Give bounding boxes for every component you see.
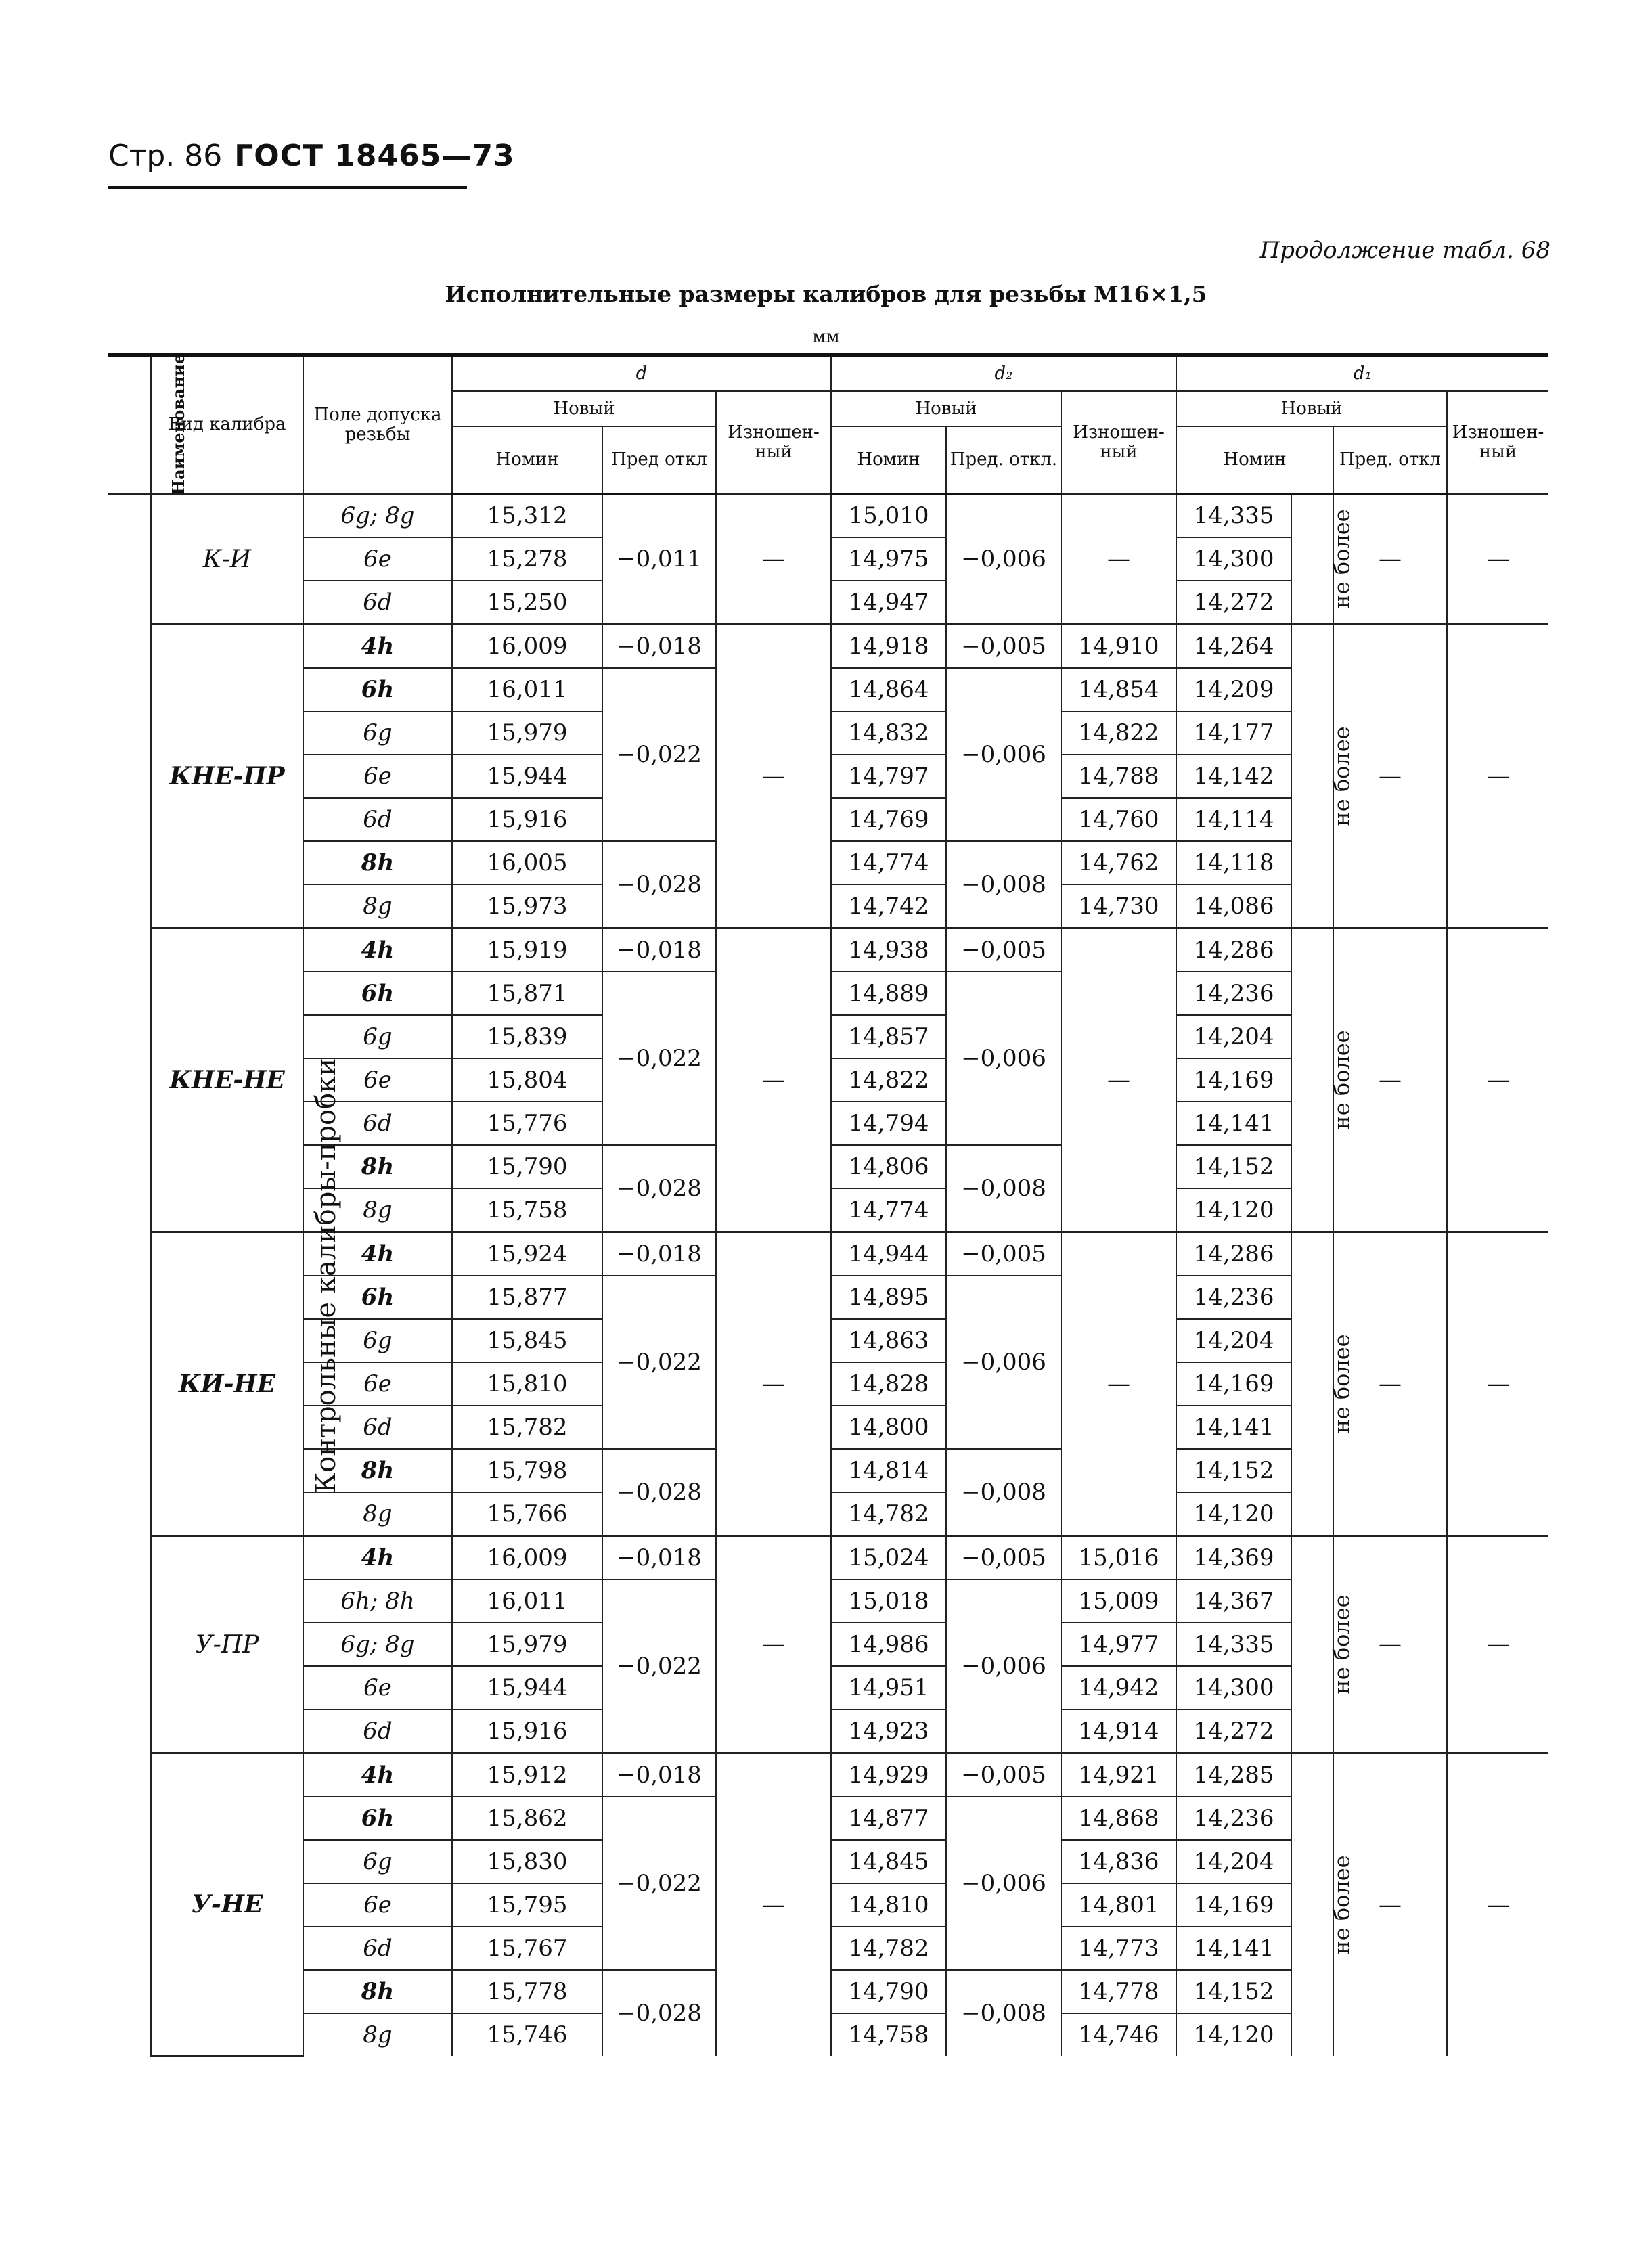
d2-nominal: 14,845: [831, 1840, 946, 1883]
d1-nominal: 14,367: [1176, 1579, 1291, 1623]
d1-deviation: —: [1333, 1753, 1447, 2057]
category-label: Контрольные калибры-пробки: [108, 494, 151, 2057]
tolerance-field: 8h: [303, 1145, 452, 1188]
d1-header: d₁: [1176, 355, 1548, 392]
d1-nominal: 14,236: [1176, 1797, 1291, 1840]
d2-nominal: 14,986: [831, 1623, 946, 1666]
d2-worn: 15,009: [1061, 1579, 1176, 1623]
d2-worn: 14,801: [1061, 1883, 1176, 1927]
d2-nominal: 14,742: [831, 884, 946, 928]
tolerance-header: Поле допуска резьбы: [303, 355, 452, 494]
d-nominal: 16,005: [452, 841, 602, 884]
tolerance-field: 8g: [303, 1188, 452, 1232]
d-nominal: 15,944: [452, 1666, 602, 1709]
tolerance-field: 8h: [303, 841, 452, 884]
tolerance-field: 6g: [303, 1319, 452, 1362]
d-nominal: 16,009: [452, 1536, 602, 1580]
d2-nominal: 14,918: [831, 625, 946, 669]
tolerance-field: 6d: [303, 1102, 452, 1145]
d-nominal: 15,778: [452, 1970, 602, 2013]
d-nominal: 15,862: [452, 1797, 602, 1840]
d2-worn: 15,016: [1061, 1536, 1176, 1580]
d-nominal: 15,919: [452, 928, 602, 972]
d-nominal: 15,973: [452, 884, 602, 928]
d1-deviation: —: [1333, 1536, 1447, 1753]
d2-worn: 14,760: [1061, 798, 1176, 841]
d-nominal: 15,776: [452, 1102, 602, 1145]
d2-nominal: 15,010: [831, 494, 946, 538]
d-worn: —: [716, 625, 831, 928]
d-nominal: 15,944: [452, 755, 602, 798]
d2-nominal: 14,782: [831, 1927, 946, 1970]
d1-nominal: 14,300: [1176, 537, 1291, 581]
tolerance-field: 6h: [303, 1276, 452, 1319]
d-nominal: 15,810: [452, 1362, 602, 1406]
d1-nominal: 14,141: [1176, 1406, 1291, 1449]
d1-nominal: 14,120: [1176, 1492, 1291, 1536]
not-more-note: не более: [1291, 494, 1333, 625]
d-nominal: 15,839: [452, 1015, 602, 1058]
d2-worn: 14,788: [1061, 755, 1176, 798]
d2-nominal: 14,938: [831, 928, 946, 972]
tolerance-field: 4h: [303, 625, 452, 669]
d2-deviation: −0,006: [946, 1276, 1061, 1449]
d1-nominal: 14,335: [1176, 1623, 1291, 1666]
d1-worn: —: [1447, 1232, 1548, 1536]
not-more-note: не более: [1291, 625, 1333, 928]
d-deviation: −0,018: [602, 1232, 716, 1276]
d2-worn: 14,942: [1061, 1666, 1176, 1709]
d1-nominal: 14,236: [1176, 1276, 1291, 1319]
d1-nominal: 14,152: [1176, 1449, 1291, 1492]
tolerance-field: 6g; 8g: [303, 1623, 452, 1666]
tolerance-field: 6g: [303, 1015, 452, 1058]
d2-nominal: 14,774: [831, 841, 946, 884]
d-nominal: 16,009: [452, 625, 602, 669]
d2-nominal: 14,832: [831, 711, 946, 755]
d-nominal: 16,011: [452, 668, 602, 711]
d2-nominal: 14,863: [831, 1319, 946, 1362]
d2-nominal: 14,769: [831, 798, 946, 841]
d1-nominal-header: Номин: [1176, 426, 1333, 494]
tolerance-field: 4h: [303, 1232, 452, 1276]
d2-nominal: 15,018: [831, 1579, 946, 1623]
gauge-kind: КНЕ-ПР: [151, 625, 303, 928]
gauge-kind: К-И: [151, 494, 303, 625]
d1-nominal: 14,204: [1176, 1840, 1291, 1883]
d2-nominal: 14,889: [831, 972, 946, 1015]
d1-nominal: 14,204: [1176, 1319, 1291, 1362]
standard-number: ГОСТ 18465—73: [234, 139, 515, 173]
d-nominal: 15,830: [452, 1840, 602, 1883]
d2-nominal: 14,758: [831, 2013, 946, 2056]
tolerance-field: 6d: [303, 1709, 452, 1753]
d2-nominal: 14,895: [831, 1276, 946, 1319]
d-nominal: 15,795: [452, 1883, 602, 1927]
d2-deviation: −0,008: [946, 1449, 1061, 1536]
d-nominal: 15,782: [452, 1406, 602, 1449]
d-deviation: −0,018: [602, 625, 716, 669]
page-number: Стр. 86: [108, 139, 223, 173]
d1-nominal: 14,209: [1176, 668, 1291, 711]
d-deviation: −0,028: [602, 1145, 716, 1232]
d-deviation: −0,018: [602, 1536, 716, 1580]
d2-deviation: −0,006: [946, 1579, 1061, 1753]
d-nominal: 15,312: [452, 494, 602, 538]
d2-worn: 14,868: [1061, 1797, 1176, 1840]
d1-deviation: —: [1333, 625, 1447, 928]
d2-nominal: 14,923: [831, 1709, 946, 1753]
d2-worn: 14,914: [1061, 1709, 1176, 1753]
d1-worn: —: [1447, 1753, 1548, 2057]
d2-deviation: −0,005: [946, 928, 1061, 972]
tolerance-field: 8h: [303, 1449, 452, 1492]
d2-nominal: 14,828: [831, 1362, 946, 1406]
d2-nominal: 14,947: [831, 581, 946, 625]
gauge-kind: У-ПР: [151, 1536, 303, 1753]
tolerance-field: 6e: [303, 1666, 452, 1709]
tolerance-field: 6h: [303, 668, 452, 711]
gauge-table: [108, 353, 1548, 2057]
tolerance-field: 8h: [303, 1970, 452, 2013]
tolerance-field: 6e: [303, 1058, 452, 1102]
d2-worn: 14,762: [1061, 841, 1176, 884]
header-rule: [108, 186, 467, 189]
d2-nominal: 14,810: [831, 1883, 946, 1927]
d-nominal: 15,979: [452, 711, 602, 755]
d-header: d: [452, 355, 831, 392]
d2-nominal: 14,929: [831, 1753, 946, 1797]
d2-worn: 14,977: [1061, 1623, 1176, 1666]
d1-nominal: 14,335: [1176, 494, 1291, 538]
d-nominal: 15,758: [452, 1188, 602, 1232]
d2-deviation: −0,008: [946, 841, 1061, 928]
d-deviation: −0,022: [602, 668, 716, 841]
d-nominal: 15,250: [452, 581, 602, 625]
gauge-kind: КИ-НЕ: [151, 1232, 303, 1536]
gauge-kind: КНЕ-НЕ: [151, 928, 303, 1232]
d1-nominal: 14,177: [1176, 711, 1291, 755]
d1-nominal: 14,141: [1176, 1927, 1291, 1970]
d-deviation: −0,022: [602, 1797, 716, 1970]
tolerance-field: 6e: [303, 755, 452, 798]
d1-nominal: 14,169: [1176, 1362, 1291, 1406]
tolerance-field: 6d: [303, 1927, 452, 1970]
d2-deviation: −0,008: [946, 1145, 1061, 1232]
d-nominal: 15,798: [452, 1449, 602, 1492]
not-more-note: не более: [1291, 1232, 1333, 1536]
d2-deviation: −0,005: [946, 1753, 1061, 1797]
d-nominal: 15,790: [452, 1145, 602, 1188]
d1-nominal: 14,152: [1176, 1145, 1291, 1188]
gauge-kind: У-НЕ: [151, 1753, 303, 2057]
d-new-header: Новый: [452, 391, 716, 426]
d2-nominal: 14,877: [831, 1797, 946, 1840]
not-more-note: не более: [1291, 1753, 1333, 2057]
d-deviation: −0,028: [602, 1449, 716, 1536]
d-nominal: 15,746: [452, 2013, 602, 2056]
d2-nominal-header: Номин: [831, 426, 946, 494]
d2-worn: 14,921: [1061, 1753, 1176, 1797]
d-nominal: 15,804: [452, 1058, 602, 1102]
d-deviation: −0,011: [602, 494, 716, 625]
table-body: [108, 494, 1548, 2057]
d2-worn: —: [1061, 494, 1176, 625]
d-nominal: 15,979: [452, 1623, 602, 1666]
d2-nominal: 14,794: [831, 1102, 946, 1145]
d-worn-header: Изношен-ный: [716, 391, 831, 494]
d2-deviation: −0,005: [946, 1232, 1061, 1276]
d2-deviation: −0,008: [946, 1970, 1061, 2056]
d2-nominal: 14,864: [831, 668, 946, 711]
tolerance-field: 6e: [303, 1883, 452, 1927]
tolerance-field: 6d: [303, 798, 452, 841]
kind-header: Вид калибра: [151, 355, 303, 494]
d1-nominal: 14,142: [1176, 755, 1291, 798]
tolerance-field: 6g; 8g: [303, 494, 452, 538]
tolerance-field: 6h: [303, 1797, 452, 1840]
d-deviation: −0,022: [602, 1579, 716, 1753]
d2-deviation-header: Пред. откл.: [946, 426, 1061, 494]
d-nominal: 15,916: [452, 798, 602, 841]
d2-deviation: −0,006: [946, 494, 1061, 625]
d2-nominal: 14,806: [831, 1145, 946, 1188]
d1-deviation: —: [1333, 1232, 1447, 1536]
d2-deviation: −0,005: [946, 625, 1061, 669]
d2-nominal: 14,814: [831, 1449, 946, 1492]
d2-nominal: 14,857: [831, 1015, 946, 1058]
d-deviation: −0,022: [602, 1276, 716, 1449]
d-deviation: −0,018: [602, 1753, 716, 1797]
d2-nominal: 14,790: [831, 1970, 946, 2013]
d-deviation: −0,018: [602, 928, 716, 972]
tolerance-field: 6h: [303, 972, 452, 1015]
page-header: [108, 139, 515, 173]
d2-worn: 14,778: [1061, 1970, 1176, 2013]
d1-nominal: 14,114: [1176, 798, 1291, 841]
d2-deviation: −0,005: [946, 1536, 1061, 1580]
d2-header: d₂: [831, 355, 1176, 392]
d-deviation: −0,028: [602, 841, 716, 928]
d-nominal: 15,845: [452, 1319, 602, 1362]
table-title: Исполнительные размеры калибров для резьбы M16×1,5: [445, 281, 1207, 307]
d2-nominal: 14,800: [831, 1406, 946, 1449]
d-nominal: 15,912: [452, 1753, 602, 1797]
d1-nominal: 14,286: [1176, 1232, 1291, 1276]
d1-new-header: Новый: [1176, 391, 1447, 426]
d1-nominal: 14,204: [1176, 1015, 1291, 1058]
tolerance-field: 6g: [303, 711, 452, 755]
continuation-note: Продолжение табл. 68: [1259, 237, 1550, 264]
d1-nominal: 14,169: [1176, 1058, 1291, 1102]
tolerance-field: 8g: [303, 884, 452, 928]
d1-worn-header: Изношен-ный: [1452, 422, 1544, 462]
d1-deviation: —: [1333, 494, 1447, 625]
d1-nominal: 14,141: [1176, 1102, 1291, 1145]
d-worn: —: [716, 1753, 831, 2057]
d1-worn: —: [1447, 928, 1548, 1232]
d1-nominal: 14,169: [1176, 1883, 1291, 1927]
d1-nominal: 14,120: [1176, 1188, 1291, 1232]
d1-nominal: 14,152: [1176, 1970, 1291, 2013]
d1-nominal: 14,272: [1176, 1709, 1291, 1753]
d-nominal: 15,916: [452, 1709, 602, 1753]
tolerance-field: 4h: [303, 1753, 452, 1797]
d1-nominal: 14,120: [1176, 2013, 1291, 2056]
d-deviation-header: Пред откл: [602, 426, 716, 494]
d2-worn: 14,910: [1061, 625, 1176, 669]
d2-nominal: 14,951: [831, 1666, 946, 1709]
d1-worn: —: [1447, 494, 1548, 625]
d-nominal: 15,278: [452, 537, 602, 581]
d-worn: —: [716, 1232, 831, 1536]
d2-worn-header: Изношен-ный: [1061, 391, 1176, 494]
d2-deviation: −0,006: [946, 1797, 1061, 1970]
d-nominal: 15,766: [452, 1492, 602, 1536]
d2-worn: 14,822: [1061, 711, 1176, 755]
d1-deviation-header: Пред. откл: [1333, 426, 1447, 494]
d-worn: —: [716, 1536, 831, 1753]
tolerance-field: 6g: [303, 1840, 452, 1883]
tolerance-field: 8g: [303, 1492, 452, 1536]
d1-deviation: —: [1333, 928, 1447, 1232]
d1-nominal: 14,118: [1176, 841, 1291, 884]
d-nominal-header: Номин: [452, 426, 602, 494]
d-nominal: 16,011: [452, 1579, 602, 1623]
tolerance-field: 6e: [303, 1362, 452, 1406]
not-more-note: не более: [1291, 928, 1333, 1232]
d2-nominal: 14,782: [831, 1492, 946, 1536]
d2-nominal: 14,774: [831, 1188, 946, 1232]
d2-new-header: Новый: [831, 391, 1061, 426]
d2-worn: 14,730: [1061, 884, 1176, 928]
tolerance-field: 4h: [303, 928, 452, 972]
d2-worn: 14,773: [1061, 1927, 1176, 1970]
d1-nominal: 14,086: [1176, 884, 1291, 928]
d1-nominal: 14,236: [1176, 972, 1291, 1015]
d1-worn: —: [1447, 625, 1548, 928]
d-worn: —: [716, 494, 831, 625]
unit-label: мм: [812, 327, 840, 347]
tolerance-field: 6d: [303, 581, 452, 625]
d2-nominal: 14,822: [831, 1058, 946, 1102]
d2-worn: 14,836: [1061, 1840, 1176, 1883]
tolerance-field: 6h; 8h: [303, 1579, 452, 1623]
d2-worn: —: [1061, 928, 1176, 1232]
d2-nominal: 15,024: [831, 1536, 946, 1580]
tolerance-field: 6e: [303, 537, 452, 581]
d1-nominal: 14,300: [1176, 1666, 1291, 1709]
d-nominal: 15,871: [452, 972, 602, 1015]
d-deviation: −0,022: [602, 972, 716, 1145]
d1-nominal: 14,272: [1176, 581, 1291, 625]
d2-nominal: 14,797: [831, 755, 946, 798]
d2-worn: 14,746: [1061, 2013, 1176, 2056]
d2-deviation: −0,006: [946, 972, 1061, 1145]
d-nominal: 15,877: [452, 1276, 602, 1319]
d1-worn: —: [1447, 1536, 1548, 1753]
d1-nominal: 14,369: [1176, 1536, 1291, 1580]
d-nominal: 15,767: [452, 1927, 602, 1970]
d1-nominal: 14,285: [1176, 1753, 1291, 1797]
tolerance-field: 6d: [303, 1406, 452, 1449]
d-deviation: −0,028: [602, 1970, 716, 2056]
d-worn: —: [716, 928, 831, 1232]
d-nominal: 15,924: [452, 1232, 602, 1276]
d2-deviation: −0,006: [946, 668, 1061, 841]
d1-nominal: 14,286: [1176, 928, 1291, 972]
d2-nominal: 14,944: [831, 1232, 946, 1276]
d2-nominal: 14,975: [831, 537, 946, 581]
name-header: Наименование: [108, 355, 151, 494]
not-more-note: не более: [1291, 1536, 1333, 1753]
d1-nominal: 14,264: [1176, 625, 1291, 669]
d2-worn: —: [1061, 1232, 1176, 1536]
d2-worn: 14,854: [1061, 668, 1176, 711]
tolerance-field: 4h: [303, 1536, 452, 1580]
tolerance-field: 8g: [303, 2013, 452, 2056]
